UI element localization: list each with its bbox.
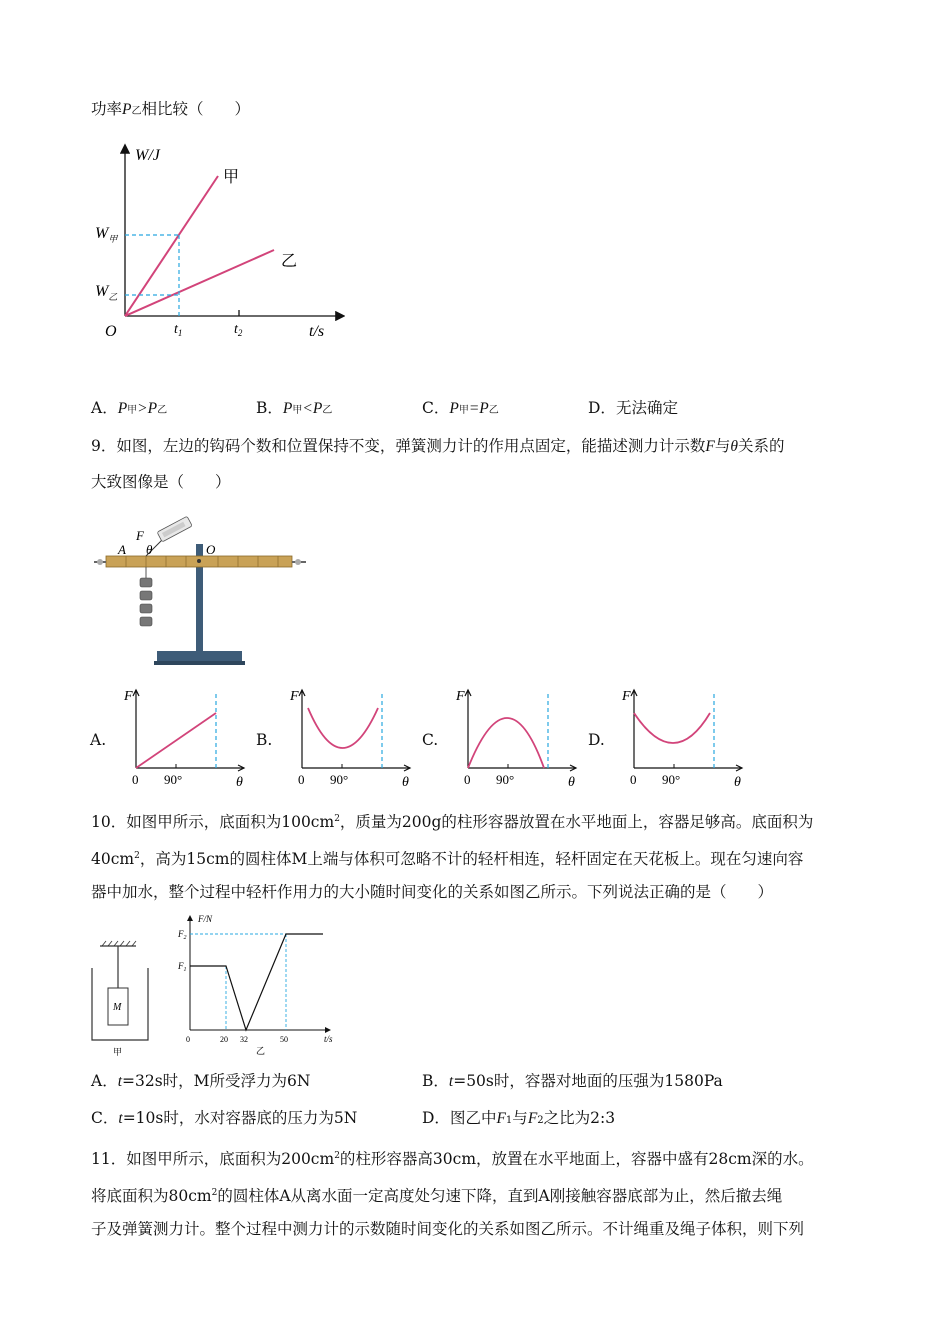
q11-stem-line1: 11．如图甲所示，底面积为$200cm^2$的柱形容器高30cm，放置在水平地面上，容器中盛有28cm深的水。: [91, 1150, 814, 1169]
x-label: t/s: [324, 1034, 333, 1044]
q10-stem-line3: 器中加水，整个过程中轻杆作用力的大小随时间变化的关系如图乙所示。下列说法正确的是（ ）: [91, 883, 774, 901]
t1-label: $t_1$: [174, 322, 183, 338]
w-yi-label: $W_乙$: [95, 283, 118, 303]
force-curve: [190, 934, 323, 1030]
q9-option-a-graph[interactable]: [116, 682, 256, 792]
hook-weights: [140, 578, 152, 626]
q9-option-b-graph[interactable]: [282, 682, 422, 792]
zero-label: 0: [132, 772, 139, 787]
q9-option-b-letter[interactable]: B.: [256, 731, 273, 749]
y-axis-label: W/J: [135, 147, 160, 164]
q8-option-b[interactable]: B．P甲<P乙: [256, 399, 333, 417]
q9-stem-line1: 9．如图，左边的钩码个数和位置保持不变，弹簧测力计的作用点固定，能描述测力计示数F与θ关系的: [91, 437, 785, 455]
origin-label: O: [105, 323, 117, 340]
label-f: F: [136, 528, 144, 543]
q10-option-a[interactable]: A．t=32s时，M所受浮力为6N: [91, 1072, 311, 1090]
q10-container-figure: [88, 938, 158, 1060]
q8-stem-tail: 功率P乙相比较（ ）: [91, 100, 250, 118]
zero-label: 0: [298, 772, 305, 787]
theta-label: θ: [568, 775, 575, 790]
f-label: F: [290, 689, 299, 704]
q9-option-d-letter[interactable]: D.: [588, 731, 605, 749]
q10-option-d[interactable]: D．图乙中F1与F2之比为2:3: [422, 1109, 616, 1127]
label-theta: θ: [146, 542, 153, 557]
y-label: F/N: [198, 914, 213, 924]
q10-stem-line1: 10．如图甲所示，底面积为$100cm^2$，质量为200g的柱形容器放置在水平地面上，容器足够高。底面积为: [91, 813, 814, 832]
ninety-label: 90°: [662, 772, 681, 787]
f2-label: $F_2$: [178, 929, 187, 941]
label-jia: 甲: [223, 167, 240, 186]
f-label: F: [124, 689, 133, 704]
right-nut: [295, 559, 301, 565]
q8-option-c[interactable]: C．P甲=P乙: [422, 399, 499, 417]
pivot: [197, 559, 201, 563]
theta-label: θ: [236, 775, 243, 790]
q9-stem-line2: 大致图像是（ ）: [91, 473, 231, 491]
stand-base-edge: [154, 661, 245, 665]
curve: [634, 713, 710, 743]
q8-work-time-graph: [85, 138, 345, 348]
q10-option-c[interactable]: C．t=10s时，水对容器底的压力为5N: [91, 1109, 358, 1127]
curve: [468, 718, 544, 768]
q9-lever-figure: [92, 508, 312, 670]
svg-text:32: 32: [240, 1035, 248, 1044]
caption-jia: 甲: [113, 1048, 123, 1058]
q9-option-c-graph[interactable]: [448, 682, 588, 792]
q10-stem-line2: $40cm^2$，高为15cm的圆柱体M上端与体积可忽略不计的轻杆相连，轻杆固定在天花板上。现在匀速向容: [91, 850, 804, 869]
q11-stem-line3: 子及弹簧测力计。整个过程中测力计的示数随时间变化的关系如图乙所示。不计绳重及绳子体积，则下列: [91, 1220, 805, 1238]
label-a: A: [118, 542, 126, 557]
zero-label: 0: [630, 772, 637, 787]
q11-stem-line2: 将底面积为$80cm^2$的圆柱体A从离水面一定高度处匀速下降，直到A刚接触容器底部为止，然后撤去绳: [91, 1187, 783, 1206]
svg-text:0: 0: [186, 1035, 190, 1044]
curve: [136, 713, 216, 768]
q9-option-d-graph[interactable]: [614, 682, 754, 792]
q9-option-c-letter[interactable]: C.: [422, 731, 439, 749]
curve: [308, 708, 378, 748]
label-o: O: [206, 542, 216, 557]
q10-option-b[interactable]: B．t=50s时，容器对地面的压强为1580Pa: [422, 1072, 723, 1090]
q8-option-a[interactable]: A．P甲>P乙: [91, 399, 168, 417]
label-yi: 乙: [281, 251, 298, 270]
f-label: F: [456, 689, 465, 704]
theta-label: θ: [734, 775, 741, 790]
f1-label: $F_1$: [178, 961, 187, 973]
q9-option-a-letter[interactable]: A.: [90, 731, 107, 749]
f-label: F: [622, 689, 631, 704]
svg-text:50: 50: [280, 1035, 288, 1044]
ceiling-hatch: [102, 941, 136, 946]
x-axis-label: t/s: [309, 323, 325, 340]
ninety-label: 90°: [164, 772, 183, 787]
left-nut: [97, 559, 103, 565]
caption-yi: 乙: [256, 1047, 266, 1057]
label-m: M: [113, 1002, 122, 1013]
zero-label: 0: [464, 772, 471, 787]
spring-scale: [157, 516, 192, 542]
ninety-label: 90°: [496, 772, 515, 787]
ninety-label: 90°: [330, 772, 349, 787]
t2-label: $t_2$: [234, 322, 243, 338]
svg-text:20: 20: [220, 1035, 228, 1044]
q10-force-time-graph: [168, 908, 348, 1060]
theta-label: θ: [402, 775, 409, 790]
w-jia-label: $W_甲$: [95, 225, 118, 245]
q8-option-d[interactable]: D．无法确定: [588, 399, 678, 417]
